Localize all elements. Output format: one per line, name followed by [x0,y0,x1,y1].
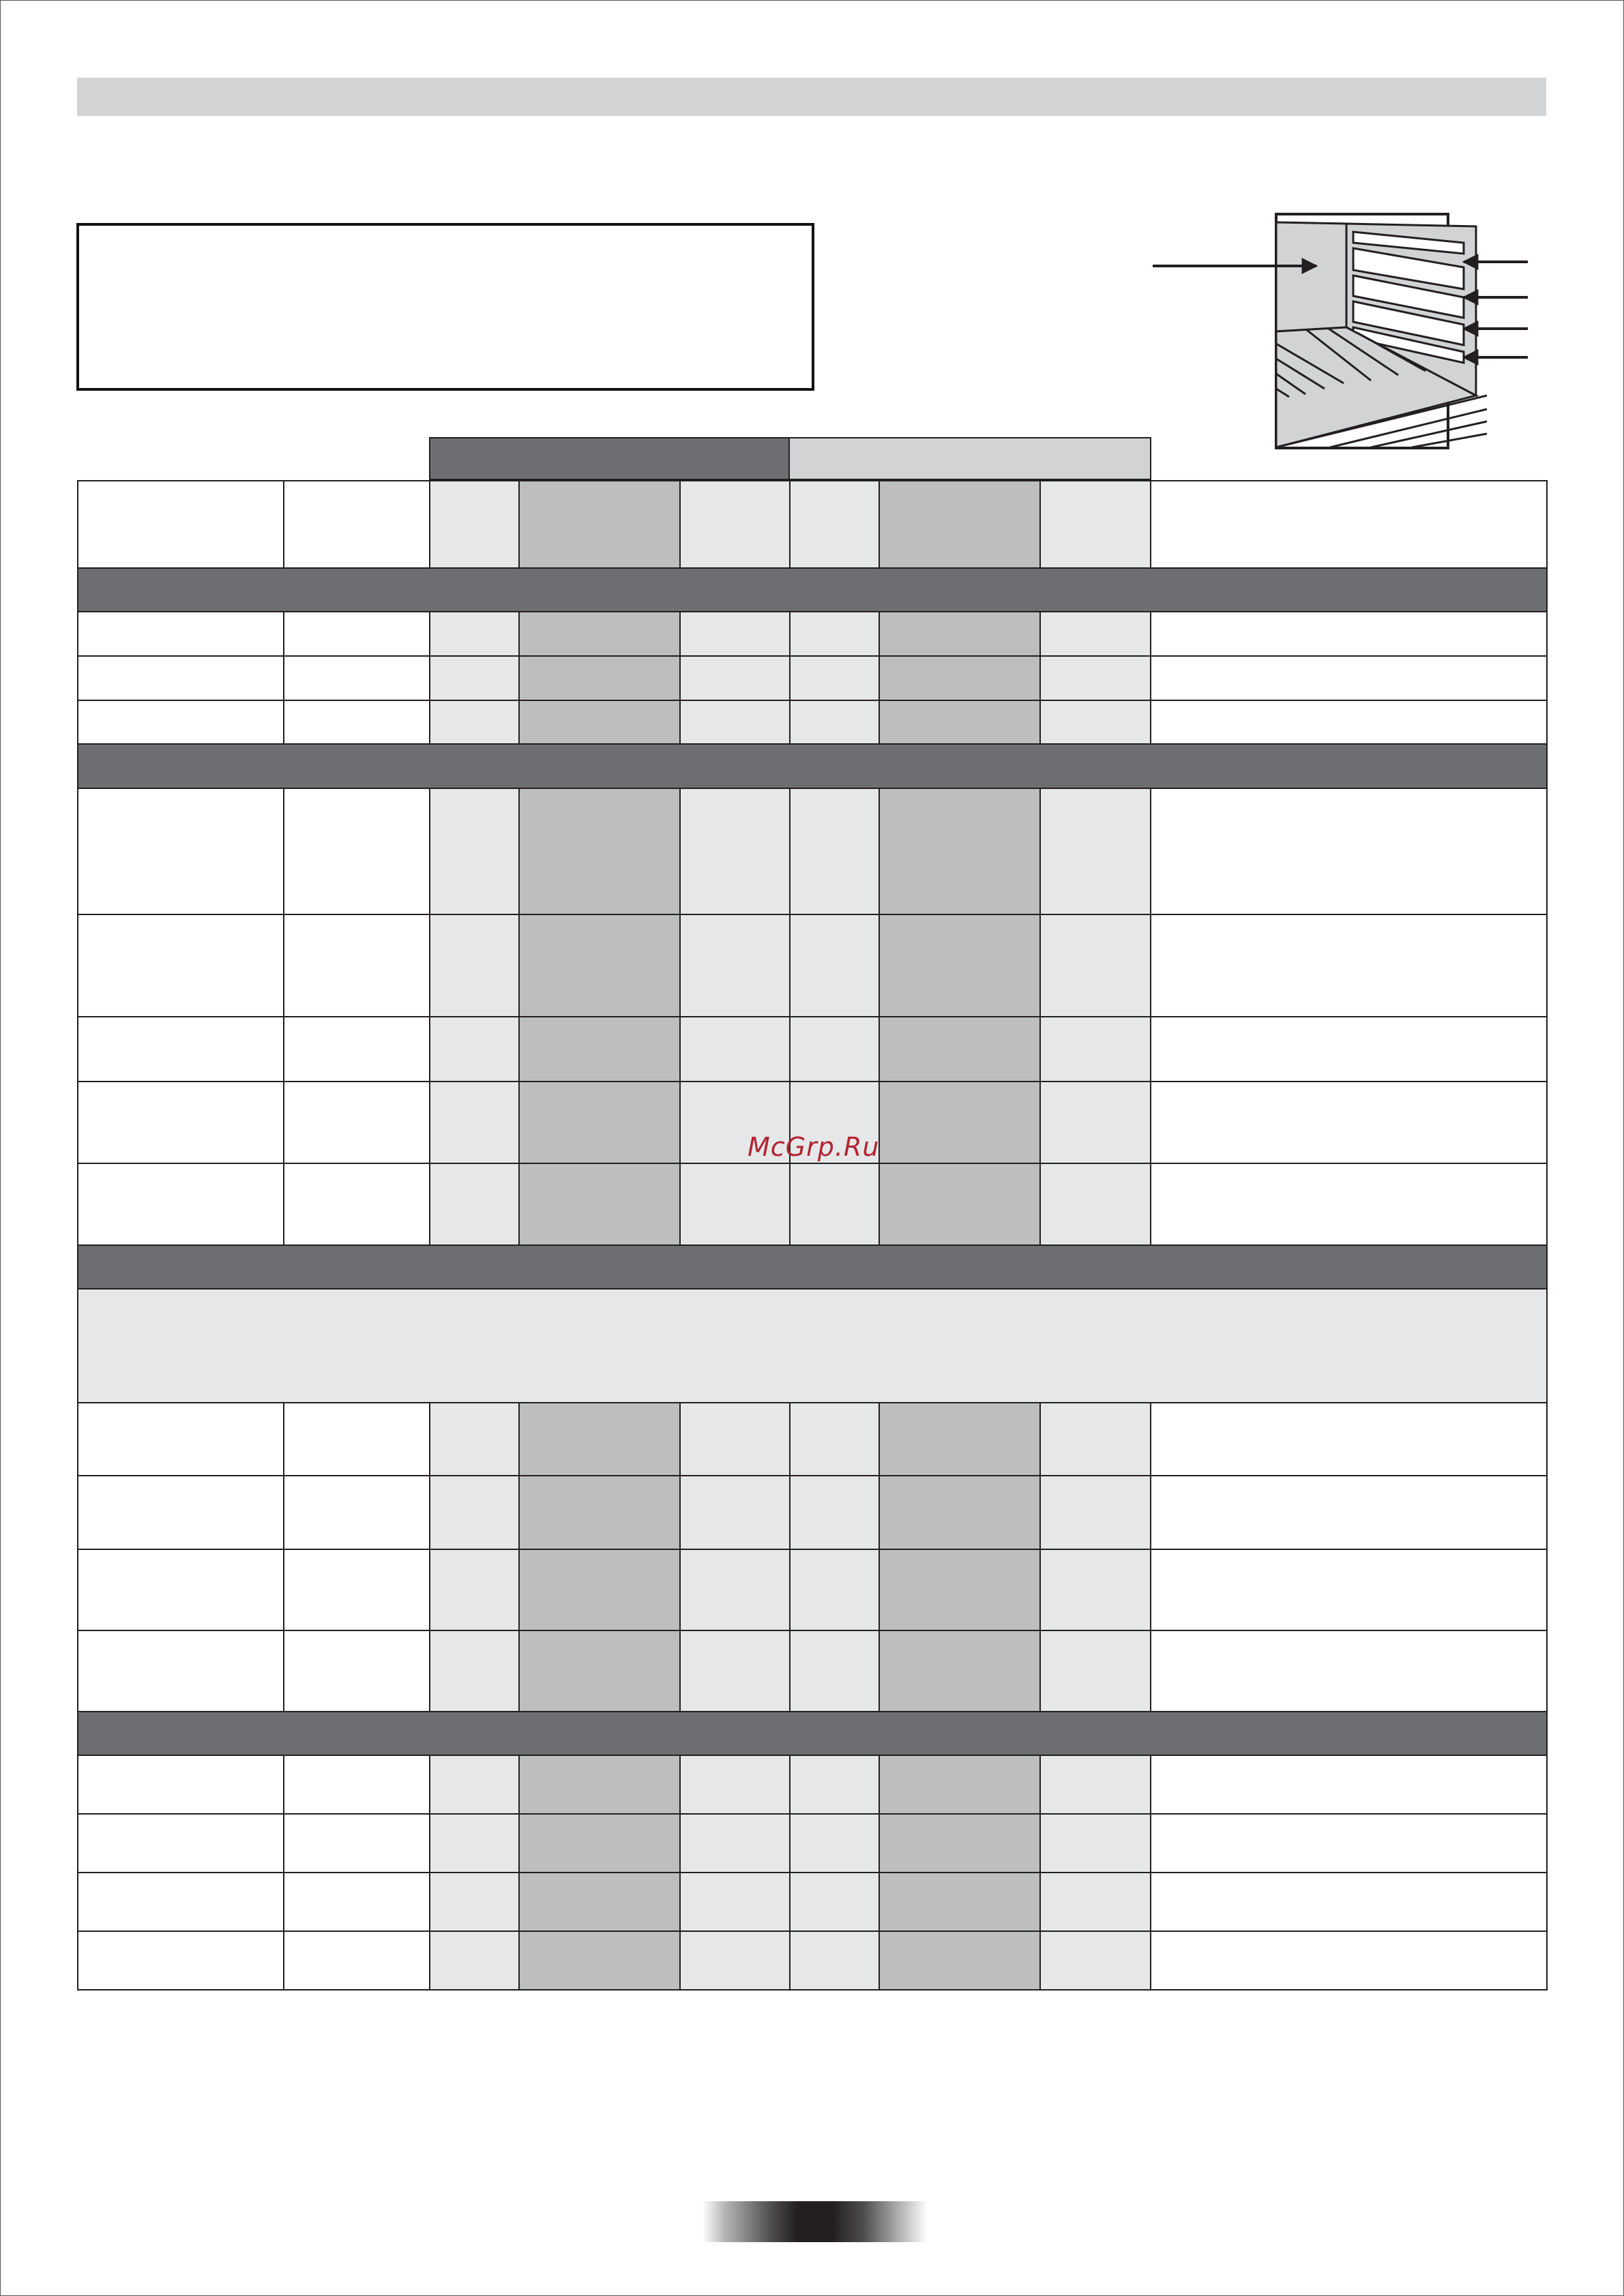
table-row [78,788,1547,914]
table-row [78,1630,1547,1712]
table-row [78,1755,1547,1814]
table-row [78,1873,1547,1931]
oven-shelf-positions-icon [1146,205,1541,464]
page-number-tab [703,2201,928,2242]
table-row [78,700,1547,744]
table-row [78,1476,1547,1549]
header-bar [77,78,1546,116]
column-group-header-dark [429,437,790,480]
section-header-2 [78,744,1547,788]
table-row [78,1549,1547,1630]
note-box [76,223,814,391]
table-row [78,1163,1547,1245]
section-header-4 [78,1712,1547,1755]
table-row [78,656,1547,700]
table-row [78,1814,1547,1873]
table-row [78,914,1547,1017]
watermark-text: McGrp.Ru [748,1132,880,1162]
table-row [78,1403,1547,1476]
cooking-table [77,480,1548,1991]
column-group-header-light [790,437,1151,480]
section-header-1 [78,568,1547,612]
table-row [78,612,1547,656]
table-row [78,1931,1547,1990]
section-note-row [78,1289,1547,1403]
table-row [78,1017,1547,1082]
table-header-row [78,481,1547,568]
section-header-3 [78,1245,1547,1289]
